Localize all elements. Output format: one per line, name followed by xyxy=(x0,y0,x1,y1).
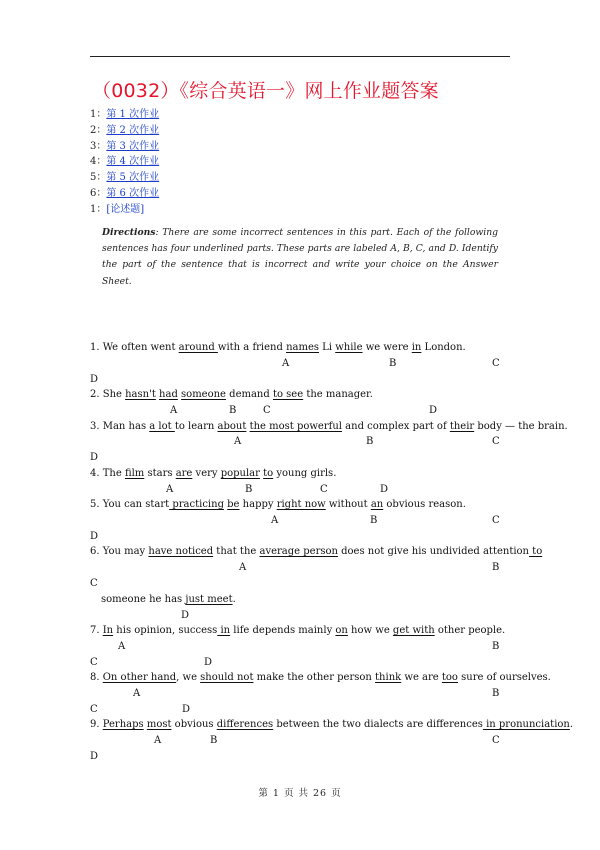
text-segment: 6. You may xyxy=(90,546,149,557)
choice-label-d: D xyxy=(380,484,389,495)
underlined-part: on xyxy=(335,625,348,636)
text-segment: how we xyxy=(347,625,393,636)
underlined-part: should not xyxy=(200,672,254,683)
text-segment: Li xyxy=(319,342,336,353)
text-segment: does not give his undivided attention xyxy=(337,546,529,557)
choice-label-b: B xyxy=(389,358,397,369)
toc-link-assignment-2[interactable]: 第 2 次作业 xyxy=(106,124,160,136)
text-segment: 2. She xyxy=(90,389,126,400)
choice-label-c: C xyxy=(492,735,500,746)
question-7 xyxy=(90,624,506,638)
toc-link-assignment-4[interactable]: 第 4 次作业 xyxy=(106,156,160,168)
toc-item xyxy=(90,139,510,155)
choice-label-c: C xyxy=(90,578,98,589)
choice-label-c: C xyxy=(320,484,328,495)
text-segment: sure of ourselves. xyxy=(457,672,551,683)
choice-label-a: A xyxy=(118,641,126,652)
directions-lead: Directions xyxy=(102,227,156,238)
question-9 xyxy=(90,718,574,732)
choice-label-a: A xyxy=(234,436,242,447)
text-segment: and complex part of xyxy=(341,421,450,432)
question-4 xyxy=(90,467,500,481)
underlined-part: their xyxy=(449,421,475,432)
text-segment: between the two dialects are differences xyxy=(273,719,483,730)
toc-link-assignment-6[interactable]: 第 6 次作业 xyxy=(106,187,160,199)
choice-label-d: D xyxy=(204,657,213,668)
underlined-part: a lot xyxy=(149,421,175,432)
directions-paragraph xyxy=(102,225,498,290)
choice-label-a: A xyxy=(133,688,141,699)
toc-number: 1： xyxy=(90,203,107,215)
choice-label-d: D xyxy=(429,405,438,416)
text-segment: 4. The xyxy=(90,468,125,479)
question-5 xyxy=(90,498,500,512)
text-segment: other people. xyxy=(434,625,506,636)
underlined-part: average person xyxy=(259,546,338,557)
underlined-part: in pronunciation xyxy=(482,719,570,730)
choice-label-a: A xyxy=(282,358,290,369)
question-1 xyxy=(90,341,500,355)
question-8 xyxy=(90,671,551,685)
underlined-part: to xyxy=(529,546,543,557)
underlined-part: about xyxy=(217,421,247,432)
choice-label-c: C xyxy=(90,657,98,668)
toc-link-assignment-1[interactable]: 第 1 次作业 xyxy=(106,109,160,120)
text-segment: 8. xyxy=(90,672,103,683)
text-segment: with a friend xyxy=(217,342,287,353)
top-rule xyxy=(90,56,510,57)
underlined-part: an xyxy=(370,499,384,510)
text-segment: obvious xyxy=(171,719,217,730)
choice-label-a: A xyxy=(166,484,174,495)
text-segment: London. xyxy=(421,342,466,353)
choice-label-a: A xyxy=(154,735,162,746)
underlined-part: to see xyxy=(272,389,304,400)
choice-label-b: B xyxy=(370,515,378,526)
underlined-part: most xyxy=(146,719,172,730)
choice-label-b: B xyxy=(366,436,374,447)
text-segment: 7. xyxy=(90,625,103,636)
choice-label-d: D xyxy=(90,531,99,542)
underlined-part: while xyxy=(335,342,363,353)
underlined-part: the most powerful xyxy=(249,421,342,432)
toc-number: 3： xyxy=(90,140,107,152)
page-footer: 第 1 页 共 26 页 xyxy=(258,788,342,799)
toc-link-assignment-3[interactable]: 第 3 次作业 xyxy=(106,140,160,152)
choice-label-d: D xyxy=(90,374,99,385)
toc-number: 2： xyxy=(90,124,107,136)
toc-link-assignment-5[interactable]: 第 5 次作业 xyxy=(106,172,160,184)
underlined-part: On other hand xyxy=(102,672,177,683)
choice-label-c: C xyxy=(492,515,500,526)
choice-label-d: D xyxy=(90,452,99,463)
text-segment: stars xyxy=(144,468,176,479)
text-segment: make the other person xyxy=(253,672,376,683)
choice-label-d: D xyxy=(182,704,191,715)
text-segment: the manager. xyxy=(303,389,373,400)
underlined-part: someone xyxy=(181,389,226,400)
text-segment: that the xyxy=(213,546,260,557)
underlined-part: just meet xyxy=(185,594,233,605)
question-3 xyxy=(90,420,568,434)
underlined-part: hasn't xyxy=(125,389,156,400)
choice-label-b: B xyxy=(229,405,237,416)
choice-label-b: B xyxy=(492,562,500,573)
text-segment: body — the brain. xyxy=(474,421,568,432)
text-segment: someone he has xyxy=(101,594,186,605)
underlined-part: right now xyxy=(276,499,326,510)
underlined-part: names xyxy=(286,342,319,353)
toc-item xyxy=(90,202,510,218)
choice-label-b: B xyxy=(492,688,500,699)
underlined-part: had xyxy=(159,389,178,400)
toc-item xyxy=(90,107,510,123)
underlined-part: to xyxy=(263,468,274,479)
toc-item xyxy=(90,123,510,139)
page-title: （0032）《综合英语一》网上作业题答案 xyxy=(92,80,439,102)
text-segment: very xyxy=(192,468,221,479)
underlined-part: film xyxy=(124,468,145,479)
underlined-part: in xyxy=(217,625,231,636)
question-6 xyxy=(90,545,543,559)
choice-label-c: C xyxy=(492,436,500,447)
choice-label-b: B xyxy=(245,484,253,495)
underlined-part: In xyxy=(102,625,114,636)
directions-text: : There are some incorrect sentences in this part. Each of the following sentences has four underlined parts. These parts are labeled A, B, C, and D. Identify the part of the sentence that is incorrect and write your choice on the Answer Sheet. xyxy=(102,227,498,287)
toc-item xyxy=(90,154,510,170)
choice-label-c: C xyxy=(492,358,500,369)
toc-number: 1： xyxy=(90,109,107,120)
text-segment: 3. Man has xyxy=(90,421,150,432)
choice-label-d: D xyxy=(181,610,190,621)
underlined-part: think xyxy=(375,672,402,683)
text-segment: young girls. xyxy=(273,468,337,479)
text-segment: . xyxy=(569,719,574,730)
choice-label-b: B xyxy=(492,641,500,652)
toc-item xyxy=(90,170,510,186)
text-segment: his opinion, success xyxy=(113,625,218,636)
text-segment: happy xyxy=(239,499,277,510)
text-segment: . xyxy=(232,594,236,605)
text-segment: we were xyxy=(362,342,412,353)
question-6-continued xyxy=(101,593,511,607)
toc-number: 4： xyxy=(90,156,107,168)
choice-label-c: C xyxy=(90,704,98,715)
underlined-part: are xyxy=(175,468,193,479)
text-segment: 5. You can start xyxy=(90,499,170,510)
underlined-part: be xyxy=(227,499,240,510)
choice-label-b: B xyxy=(210,735,218,746)
underlined-part: practicing xyxy=(169,499,224,510)
text-segment: we are xyxy=(401,672,442,683)
text-segment: without xyxy=(325,499,371,510)
toc-number: 5： xyxy=(90,172,107,184)
underlined-part: Perhaps xyxy=(102,719,144,730)
choice-label-a: A xyxy=(271,515,279,526)
text-segment: 1. We often went xyxy=(90,342,179,353)
text-segment: 9. xyxy=(90,719,103,730)
underlined-part: have noticed xyxy=(148,546,214,557)
text-segment: to learn xyxy=(174,421,218,432)
text-segment: , we xyxy=(176,672,201,683)
choice-label-c: C xyxy=(263,405,271,416)
choice-label-a: A xyxy=(170,405,178,416)
question-2 xyxy=(90,388,500,402)
underlined-part: get with xyxy=(392,625,435,636)
underlined-part: around xyxy=(178,342,218,353)
table-of-contents xyxy=(90,107,510,218)
underlined-part: too xyxy=(441,672,458,683)
toc-item xyxy=(90,186,510,202)
text-segment: obvious reason. xyxy=(383,499,466,510)
underlined-part: popular xyxy=(220,468,260,479)
choice-label-d: D xyxy=(90,751,99,762)
toc-number: 6： xyxy=(90,187,107,199)
underlined-part: differences xyxy=(216,719,274,730)
choice-label-a: A xyxy=(239,562,247,573)
underlined-part: in xyxy=(411,342,422,353)
text-segment: life depends mainly xyxy=(230,625,336,636)
text-segment: demand xyxy=(225,389,273,400)
toc-essay-label: [论述题] xyxy=(106,203,145,215)
